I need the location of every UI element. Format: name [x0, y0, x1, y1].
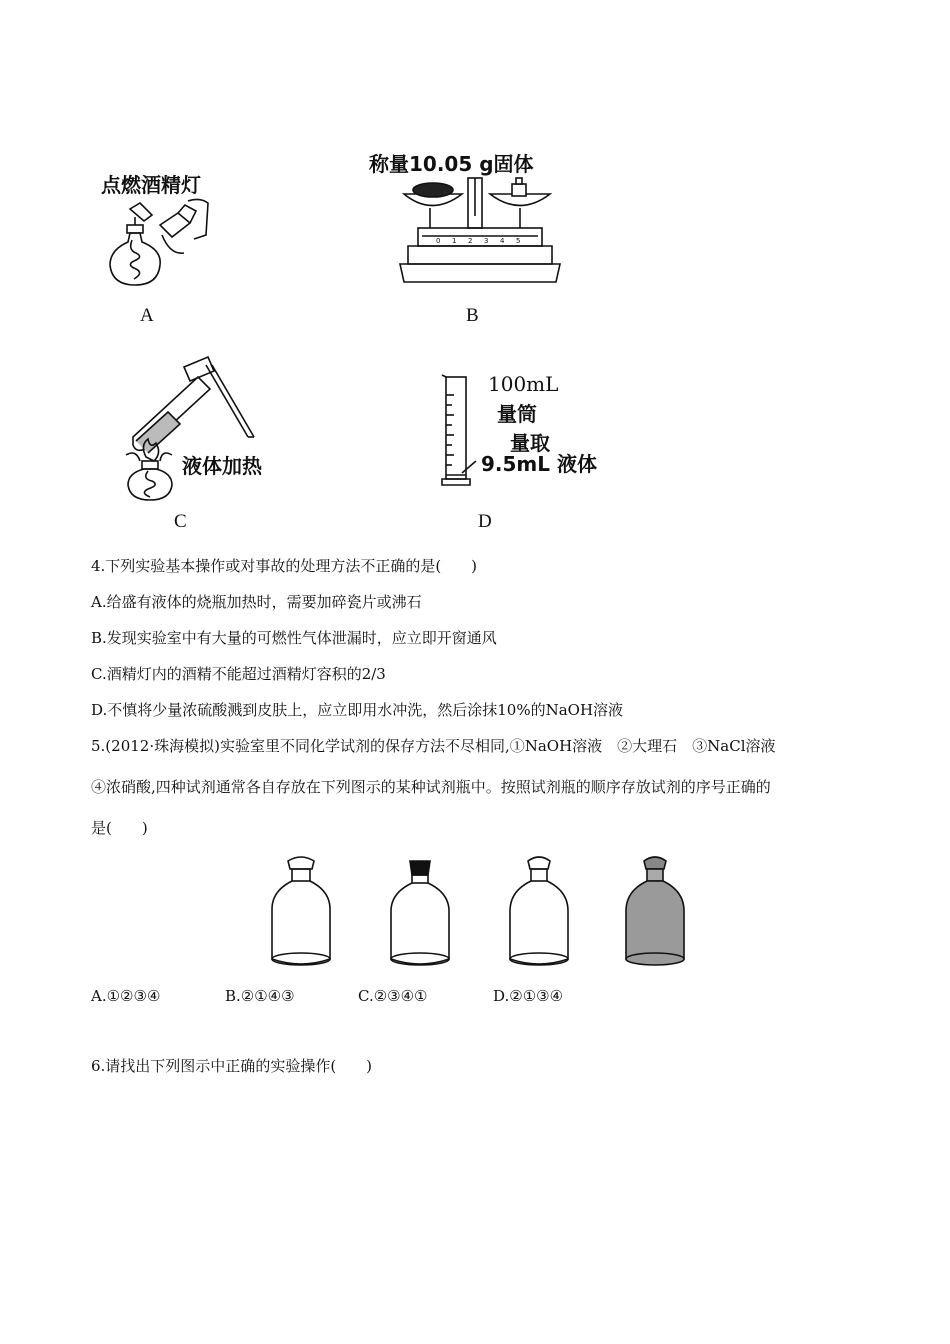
- q6-stem: 6.请找出下列图示中正确的实验操作( ): [91, 1057, 373, 1075]
- scale-tick-3: 3: [484, 237, 489, 245]
- figure-d-caption-cylinder: 量筒: [497, 402, 537, 426]
- scale-tick-1: 1: [452, 237, 457, 245]
- figure-b-caption: 称量10.05 g固体: [369, 152, 534, 176]
- figure-c-caption: 液体加热: [182, 454, 262, 478]
- figure-c-letter: C: [174, 511, 187, 532]
- alcohol-lamp-lighting-illustration: [100, 195, 210, 295]
- scale-tick-2: 2: [468, 237, 473, 245]
- figure-a-caption: 点燃酒精灯: [101, 173, 201, 197]
- q5-stem-line2: ④浓硝酸,四种试剂通常各自存放在下列图示的某种试剂瓶中。按照试剂瓶的顺序存放试剂的序号正确的: [91, 778, 771, 796]
- scale-tick-4: 4: [500, 237, 505, 245]
- reagent-bottle-brown-glass-stopper: [622, 855, 688, 967]
- figure-d-caption-volume: 100mL: [488, 372, 559, 396]
- q4-option-d: D.不慎将少量浓硫酸溅到皮肤上，应立即用水冲洗，然后涂抹10%的NaOH溶液: [91, 701, 624, 719]
- balance-scale-illustration: [400, 172, 560, 297]
- q4-option-b: B.发现实验室中有大量的可燃性气体泄漏时，应立即开窗通风: [91, 629, 497, 647]
- q5-option-d: D.②①③④: [493, 987, 564, 1005]
- q5-option-b: B.②①④③: [225, 987, 295, 1005]
- q5-option-a: A.①②③④: [91, 987, 161, 1005]
- scale-tick-5: 5: [516, 237, 521, 245]
- q4-option-a: A.给盛有液体的烧瓶加热时，需要加碎瓷片或沸石: [91, 593, 422, 611]
- figure-d-caption-amount: 9.5mL 液体: [481, 452, 597, 476]
- q5-stem-line1: 5.(2012·珠海模拟)实验室里不同化学试剂的保存方法不尽相同,①NaOH溶液 ②大理石 ③NaCl溶液: [91, 737, 776, 755]
- measuring-cylinder-illustration: [440, 375, 480, 490]
- reagent-bottle-narrow-rubber-stopper: [387, 855, 453, 967]
- scale-tick-0: 0: [436, 237, 441, 245]
- q4-option-c: C.酒精灯内的酒精不能超过酒精灯容积的2/3: [91, 665, 386, 683]
- figure-a-letter: A: [140, 305, 154, 326]
- q5-option-c: C.②③④①: [358, 987, 428, 1005]
- reagent-bottle-narrow-glass-stopper: [506, 855, 572, 967]
- test-tube-heating-illustration: [118, 357, 278, 502]
- figure-d-letter: D: [478, 511, 492, 532]
- reagent-bottle-wide-clear-glass-stopper: [268, 855, 334, 967]
- figure-b-letter: B: [466, 305, 479, 326]
- q4-stem: 4.下列实验基本操作或对事故的处理方法不正确的是( ): [91, 557, 478, 575]
- figure-d-caption-measure: 量取: [510, 431, 550, 455]
- q5-stem-line3: 是( ): [91, 819, 148, 837]
